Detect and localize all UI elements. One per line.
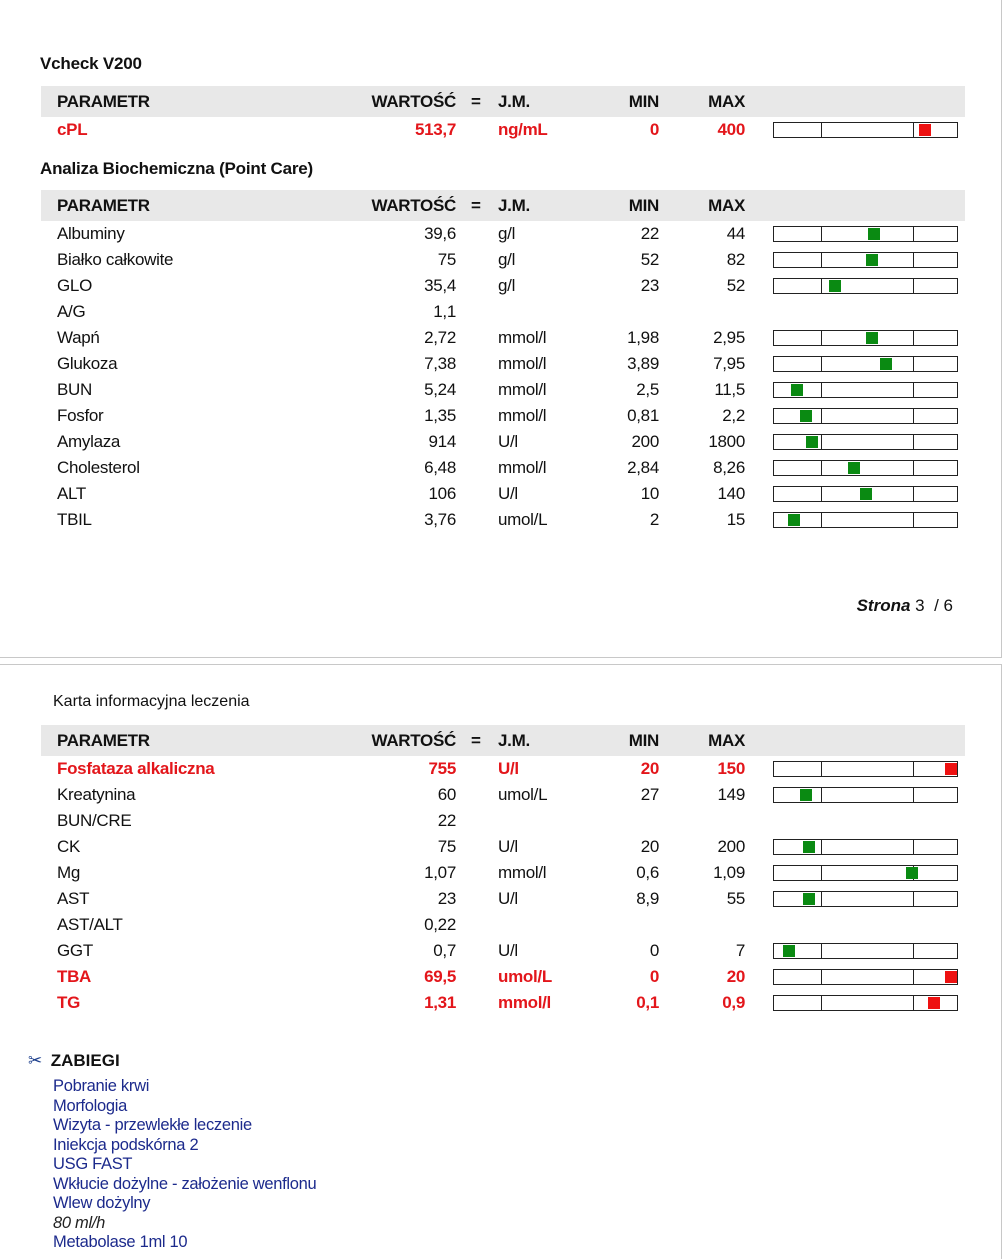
gauge-tick xyxy=(913,253,914,267)
max-cell: 7 xyxy=(735,941,745,960)
param-cell: Wapń xyxy=(57,328,100,347)
gauge-marker xyxy=(829,280,841,292)
range-gauge xyxy=(773,226,958,242)
min-cell: 27 xyxy=(640,785,659,804)
unit-cell: umol/L xyxy=(498,510,548,529)
header-eq: = xyxy=(471,196,481,215)
gauge-marker xyxy=(788,514,800,526)
biochem-table xyxy=(41,190,965,533)
section-title-biochem: Analiza Biochemiczna (Point Care) xyxy=(40,159,314,178)
header-param: PARAMETR xyxy=(57,92,150,111)
value-cell: 1,1 xyxy=(433,302,456,321)
param-cell: TG xyxy=(57,993,81,1012)
param-cell: GGT xyxy=(57,941,93,960)
table-row xyxy=(41,299,965,325)
gauge-tick xyxy=(821,409,822,423)
gauge-tick xyxy=(913,123,914,137)
max-cell: 20 xyxy=(726,967,745,986)
gauge-tick xyxy=(821,253,822,267)
table-row xyxy=(41,860,965,886)
table-row xyxy=(41,756,965,782)
gauge-marker xyxy=(803,841,815,853)
min-cell: 2,84 xyxy=(627,458,659,477)
min-cell: 3,89 xyxy=(627,354,659,373)
table-row xyxy=(41,429,965,455)
value-cell: 6,48 xyxy=(424,458,456,477)
value-cell: 513,7 xyxy=(414,120,456,139)
page-footer xyxy=(857,596,953,616)
unit-cell: U/l xyxy=(498,941,518,960)
header-max: MAX xyxy=(708,92,745,111)
min-cell: 200 xyxy=(631,432,659,451)
min-cell: 0,6 xyxy=(636,863,659,882)
header-unit: J.M. xyxy=(498,196,530,215)
max-cell: 55 xyxy=(726,889,745,908)
range-gauge xyxy=(773,995,958,1011)
procedure-item: Pobranie krwi xyxy=(53,1077,150,1095)
header-max: MAX xyxy=(708,731,745,750)
gauge-marker xyxy=(806,436,818,448)
max-cell: 200 xyxy=(717,837,745,856)
unit-cell: g/l xyxy=(498,276,516,295)
gauge-tick xyxy=(821,866,822,880)
unit-cell: mmol/l xyxy=(498,380,547,399)
max-cell: 150 xyxy=(717,759,745,778)
gauge-tick xyxy=(821,762,822,776)
value-cell: 0,7 xyxy=(433,941,456,960)
param-cell: BUN/CRE xyxy=(57,811,132,830)
gauge-tick xyxy=(821,461,822,475)
scissors-icon: ✂ xyxy=(28,1051,43,1070)
gauge-tick xyxy=(821,970,822,984)
range-gauge xyxy=(773,486,958,502)
value-cell: 1,07 xyxy=(424,863,456,882)
param-cell: Fosfataza alkaliczna xyxy=(57,759,215,778)
table-row xyxy=(41,886,965,912)
section-title-vcheck: Vcheck V200 xyxy=(40,54,142,73)
table-row xyxy=(41,325,965,351)
max-cell: 1800 xyxy=(708,432,745,451)
gauge-tick xyxy=(821,357,822,371)
param-cell: ALT xyxy=(57,484,87,503)
unit-cell: mmol/l xyxy=(498,458,547,477)
table-body xyxy=(41,756,965,1016)
max-cell: 149 xyxy=(717,785,745,804)
gauge-marker xyxy=(783,945,795,957)
table-row xyxy=(41,455,965,481)
value-cell: 5,24 xyxy=(424,380,456,399)
param-cell: Białko całkowite xyxy=(57,250,174,269)
unit-cell: g/l xyxy=(498,224,516,243)
gauge-tick xyxy=(913,996,914,1010)
gauge-tick xyxy=(913,357,914,371)
table-row xyxy=(41,507,965,533)
param-cell: TBA xyxy=(57,967,92,986)
gauge-tick xyxy=(821,840,822,854)
param-cell: GLO xyxy=(57,276,93,295)
param-cell: cPL xyxy=(57,120,88,139)
gauge-tick xyxy=(913,788,914,802)
range-gauge xyxy=(773,356,958,372)
table-row xyxy=(41,481,965,507)
gauge-marker xyxy=(803,893,815,905)
procedure-item: Wkłucie dożylne - założenie wenflonu xyxy=(53,1174,317,1193)
min-cell: 20 xyxy=(640,837,659,856)
table-header xyxy=(41,190,965,221)
value-cell: 0,22 xyxy=(424,915,456,934)
vcheck-table xyxy=(41,86,965,143)
page-number: 3 xyxy=(915,596,925,615)
procedure-item: Morfologia xyxy=(53,1096,128,1115)
header-min: MIN xyxy=(628,92,659,111)
gauge-tick xyxy=(913,762,914,776)
unit-cell: U/l xyxy=(498,484,518,503)
unit-cell: U/l xyxy=(498,837,518,856)
param-cell: AST/ALT xyxy=(57,915,123,934)
value-cell: 3,76 xyxy=(424,510,456,529)
range-gauge xyxy=(773,787,958,803)
header-value: WARTOŚĆ xyxy=(371,196,456,215)
max-cell: 2,2 xyxy=(722,406,745,425)
value-cell: 1,31 xyxy=(424,993,456,1012)
min-cell: 20 xyxy=(640,759,659,778)
value-cell: 35,4 xyxy=(424,276,456,295)
max-cell: 82 xyxy=(726,250,745,269)
min-cell: 22 xyxy=(640,224,659,243)
table-body xyxy=(41,117,965,143)
gauge-tick xyxy=(821,892,822,906)
procedures-title: ZABIEGI xyxy=(50,1051,120,1070)
range-gauge xyxy=(773,252,958,268)
max-cell: 11,5 xyxy=(714,380,745,399)
procedure-item: Iniekcja podskórna 2 xyxy=(53,1135,199,1154)
unit-cell: umol/L xyxy=(498,785,548,804)
gauge-tick xyxy=(821,788,822,802)
gauge-tick xyxy=(913,970,914,984)
gauge-marker xyxy=(945,971,957,983)
gauge-tick xyxy=(913,461,914,475)
gauge-marker xyxy=(866,254,878,266)
table-row xyxy=(41,117,965,143)
range-gauge xyxy=(773,434,958,450)
range-gauge xyxy=(773,891,958,907)
header-value: WARTOŚĆ xyxy=(371,92,456,111)
min-cell: 52 xyxy=(640,250,659,269)
max-cell: 400 xyxy=(717,120,745,139)
unit-cell: mmol/l xyxy=(498,863,547,882)
range-gauge xyxy=(773,969,958,985)
gauge-tick xyxy=(913,279,914,293)
header-unit: J.M. xyxy=(498,731,530,750)
unit-cell: U/l xyxy=(498,432,518,451)
unit-cell: g/l xyxy=(498,250,516,269)
gauge-tick xyxy=(913,513,914,527)
min-cell: 0 xyxy=(649,941,659,960)
gauge-marker xyxy=(928,997,940,1009)
range-gauge xyxy=(773,382,958,398)
unit-cell: U/l xyxy=(498,759,519,778)
param-cell: Fosfor xyxy=(57,406,104,425)
gauge-tick xyxy=(821,996,822,1010)
min-cell: 2 xyxy=(649,510,659,529)
page-title: Karta informacyjna leczenia xyxy=(53,693,250,710)
param-cell: BUN xyxy=(57,380,92,399)
table-header xyxy=(41,725,965,756)
table-row xyxy=(41,834,965,860)
range-gauge xyxy=(773,408,958,424)
param-cell: Mg xyxy=(57,863,81,882)
gauge-marker xyxy=(800,789,812,801)
header-param: PARAMETR xyxy=(57,196,150,215)
range-gauge xyxy=(773,865,958,881)
page-label: Strona xyxy=(856,596,911,615)
range-gauge xyxy=(773,460,958,476)
value-cell: 23 xyxy=(437,889,456,908)
max-cell: 52 xyxy=(726,276,745,295)
param-cell: Amylaza xyxy=(57,432,121,451)
table-row xyxy=(41,351,965,377)
procedure-item: 80 ml/h xyxy=(53,1213,106,1232)
gauge-tick xyxy=(913,944,914,958)
unit-cell: umol/L xyxy=(498,967,552,986)
max-cell: 0,9 xyxy=(722,993,745,1012)
min-cell: 2,5 xyxy=(636,380,659,399)
gauge-tick xyxy=(913,383,914,397)
procedure-item: USG FAST xyxy=(53,1155,133,1173)
gauge-tick xyxy=(913,487,914,501)
header-min: MIN xyxy=(628,196,659,215)
min-cell: 23 xyxy=(640,276,659,295)
table-row xyxy=(41,808,965,834)
gauge-marker xyxy=(945,763,957,775)
param-cell: Albuminy xyxy=(57,224,125,243)
value-cell: 75 xyxy=(437,837,456,856)
range-gauge xyxy=(773,278,958,294)
value-cell: 75 xyxy=(437,250,456,269)
range-gauge xyxy=(773,512,958,528)
value-cell: 39,6 xyxy=(424,224,456,243)
procedure-item: Wizyta - przewlekłe leczenie xyxy=(53,1116,252,1134)
gauge-tick xyxy=(913,227,914,241)
gauge-tick xyxy=(913,840,914,854)
gauge-marker xyxy=(800,410,812,422)
value-cell: 914 xyxy=(428,432,456,451)
unit-cell: U/l xyxy=(498,889,518,908)
unit-cell: ng/mL xyxy=(498,120,548,139)
table-row xyxy=(41,377,965,403)
header-eq: = xyxy=(471,92,481,111)
gauge-marker xyxy=(860,488,872,500)
gauge-tick xyxy=(821,123,822,137)
header-value: WARTOŚĆ xyxy=(371,731,456,750)
range-gauge xyxy=(773,839,958,855)
range-gauge xyxy=(773,330,958,346)
gauge-marker xyxy=(791,384,803,396)
gauge-tick xyxy=(821,383,822,397)
table-row xyxy=(41,247,965,273)
gauge-tick xyxy=(821,487,822,501)
table-row xyxy=(41,403,965,429)
procedure-item: Metabolase 1ml 10 xyxy=(53,1233,188,1251)
header-unit: J.M. xyxy=(498,92,530,111)
max-cell: 7,95 xyxy=(713,354,745,373)
gauge-tick xyxy=(821,227,822,241)
gauge-marker xyxy=(880,358,892,370)
table-header xyxy=(41,86,965,117)
header-eq: = xyxy=(471,731,481,750)
table-row xyxy=(41,273,965,299)
value-cell: 22 xyxy=(437,811,456,830)
gauge-tick xyxy=(913,435,914,449)
header-max: MAX xyxy=(708,196,745,215)
max-cell: 1,09 xyxy=(713,863,745,882)
gauge-tick xyxy=(821,435,822,449)
value-cell: 755 xyxy=(428,759,456,778)
unit-cell: mmol/l xyxy=(498,406,547,425)
treatment-table xyxy=(41,725,965,1016)
table-row xyxy=(41,782,965,808)
gauge-marker xyxy=(866,332,878,344)
range-gauge xyxy=(773,943,958,959)
procedure-item: Wlew dożylny xyxy=(53,1194,151,1212)
param-cell: Glukoza xyxy=(57,354,118,373)
gauge-marker xyxy=(868,228,880,240)
procedures-list xyxy=(53,1077,316,1253)
max-cell: 2,95 xyxy=(713,328,745,347)
range-gauge xyxy=(773,761,958,777)
gauge-tick xyxy=(821,331,822,345)
param-cell: CK xyxy=(57,837,81,856)
min-cell: 10 xyxy=(640,484,659,503)
max-cell: 140 xyxy=(717,484,745,503)
page-total: / 6 xyxy=(934,596,953,615)
min-cell: 0 xyxy=(649,967,659,986)
param-cell: TBIL xyxy=(57,510,92,529)
gauge-tick xyxy=(913,892,914,906)
value-cell: 7,38 xyxy=(424,354,456,373)
param-cell: Kreatynina xyxy=(57,785,136,804)
min-cell: 1,98 xyxy=(627,328,659,347)
unit-cell: mmol/l xyxy=(498,354,547,373)
min-cell: 0,1 xyxy=(636,993,659,1012)
table-row xyxy=(41,912,965,938)
gauge-tick xyxy=(821,279,822,293)
gauge-tick xyxy=(913,331,914,345)
gauge-tick xyxy=(821,944,822,958)
min-cell: 0,81 xyxy=(627,406,659,425)
gauge-tick xyxy=(913,409,914,423)
max-cell: 8,26 xyxy=(713,458,745,477)
table-row xyxy=(41,938,965,964)
param-cell: A/G xyxy=(57,302,86,321)
max-cell: 15 xyxy=(726,510,745,529)
header-min: MIN xyxy=(628,731,659,750)
value-cell: 69,5 xyxy=(424,967,456,986)
gauge-marker xyxy=(919,124,931,136)
table-row xyxy=(41,990,965,1016)
gauge-marker xyxy=(848,462,860,474)
procedures-heading xyxy=(28,1051,120,1071)
table-body xyxy=(41,221,965,533)
min-cell: 8,9 xyxy=(636,889,659,908)
header-param: PARAMETR xyxy=(57,731,150,750)
min-cell: 0 xyxy=(649,120,659,139)
value-cell: 106 xyxy=(428,484,456,503)
param-cell: AST xyxy=(57,889,90,908)
report-page-4 xyxy=(0,664,1002,1259)
unit-cell: mmol/l xyxy=(498,328,547,347)
range-gauge xyxy=(773,122,958,138)
param-cell: Cholesterol xyxy=(57,458,140,477)
max-cell: 44 xyxy=(726,224,745,243)
value-cell: 1,35 xyxy=(424,406,456,425)
value-cell: 2,72 xyxy=(424,328,456,347)
value-cell: 60 xyxy=(437,785,456,804)
gauge-tick xyxy=(821,513,822,527)
unit-cell: mmol/l xyxy=(498,993,551,1012)
table-row xyxy=(41,964,965,990)
table-row xyxy=(41,221,965,247)
gauge-marker xyxy=(906,867,918,879)
